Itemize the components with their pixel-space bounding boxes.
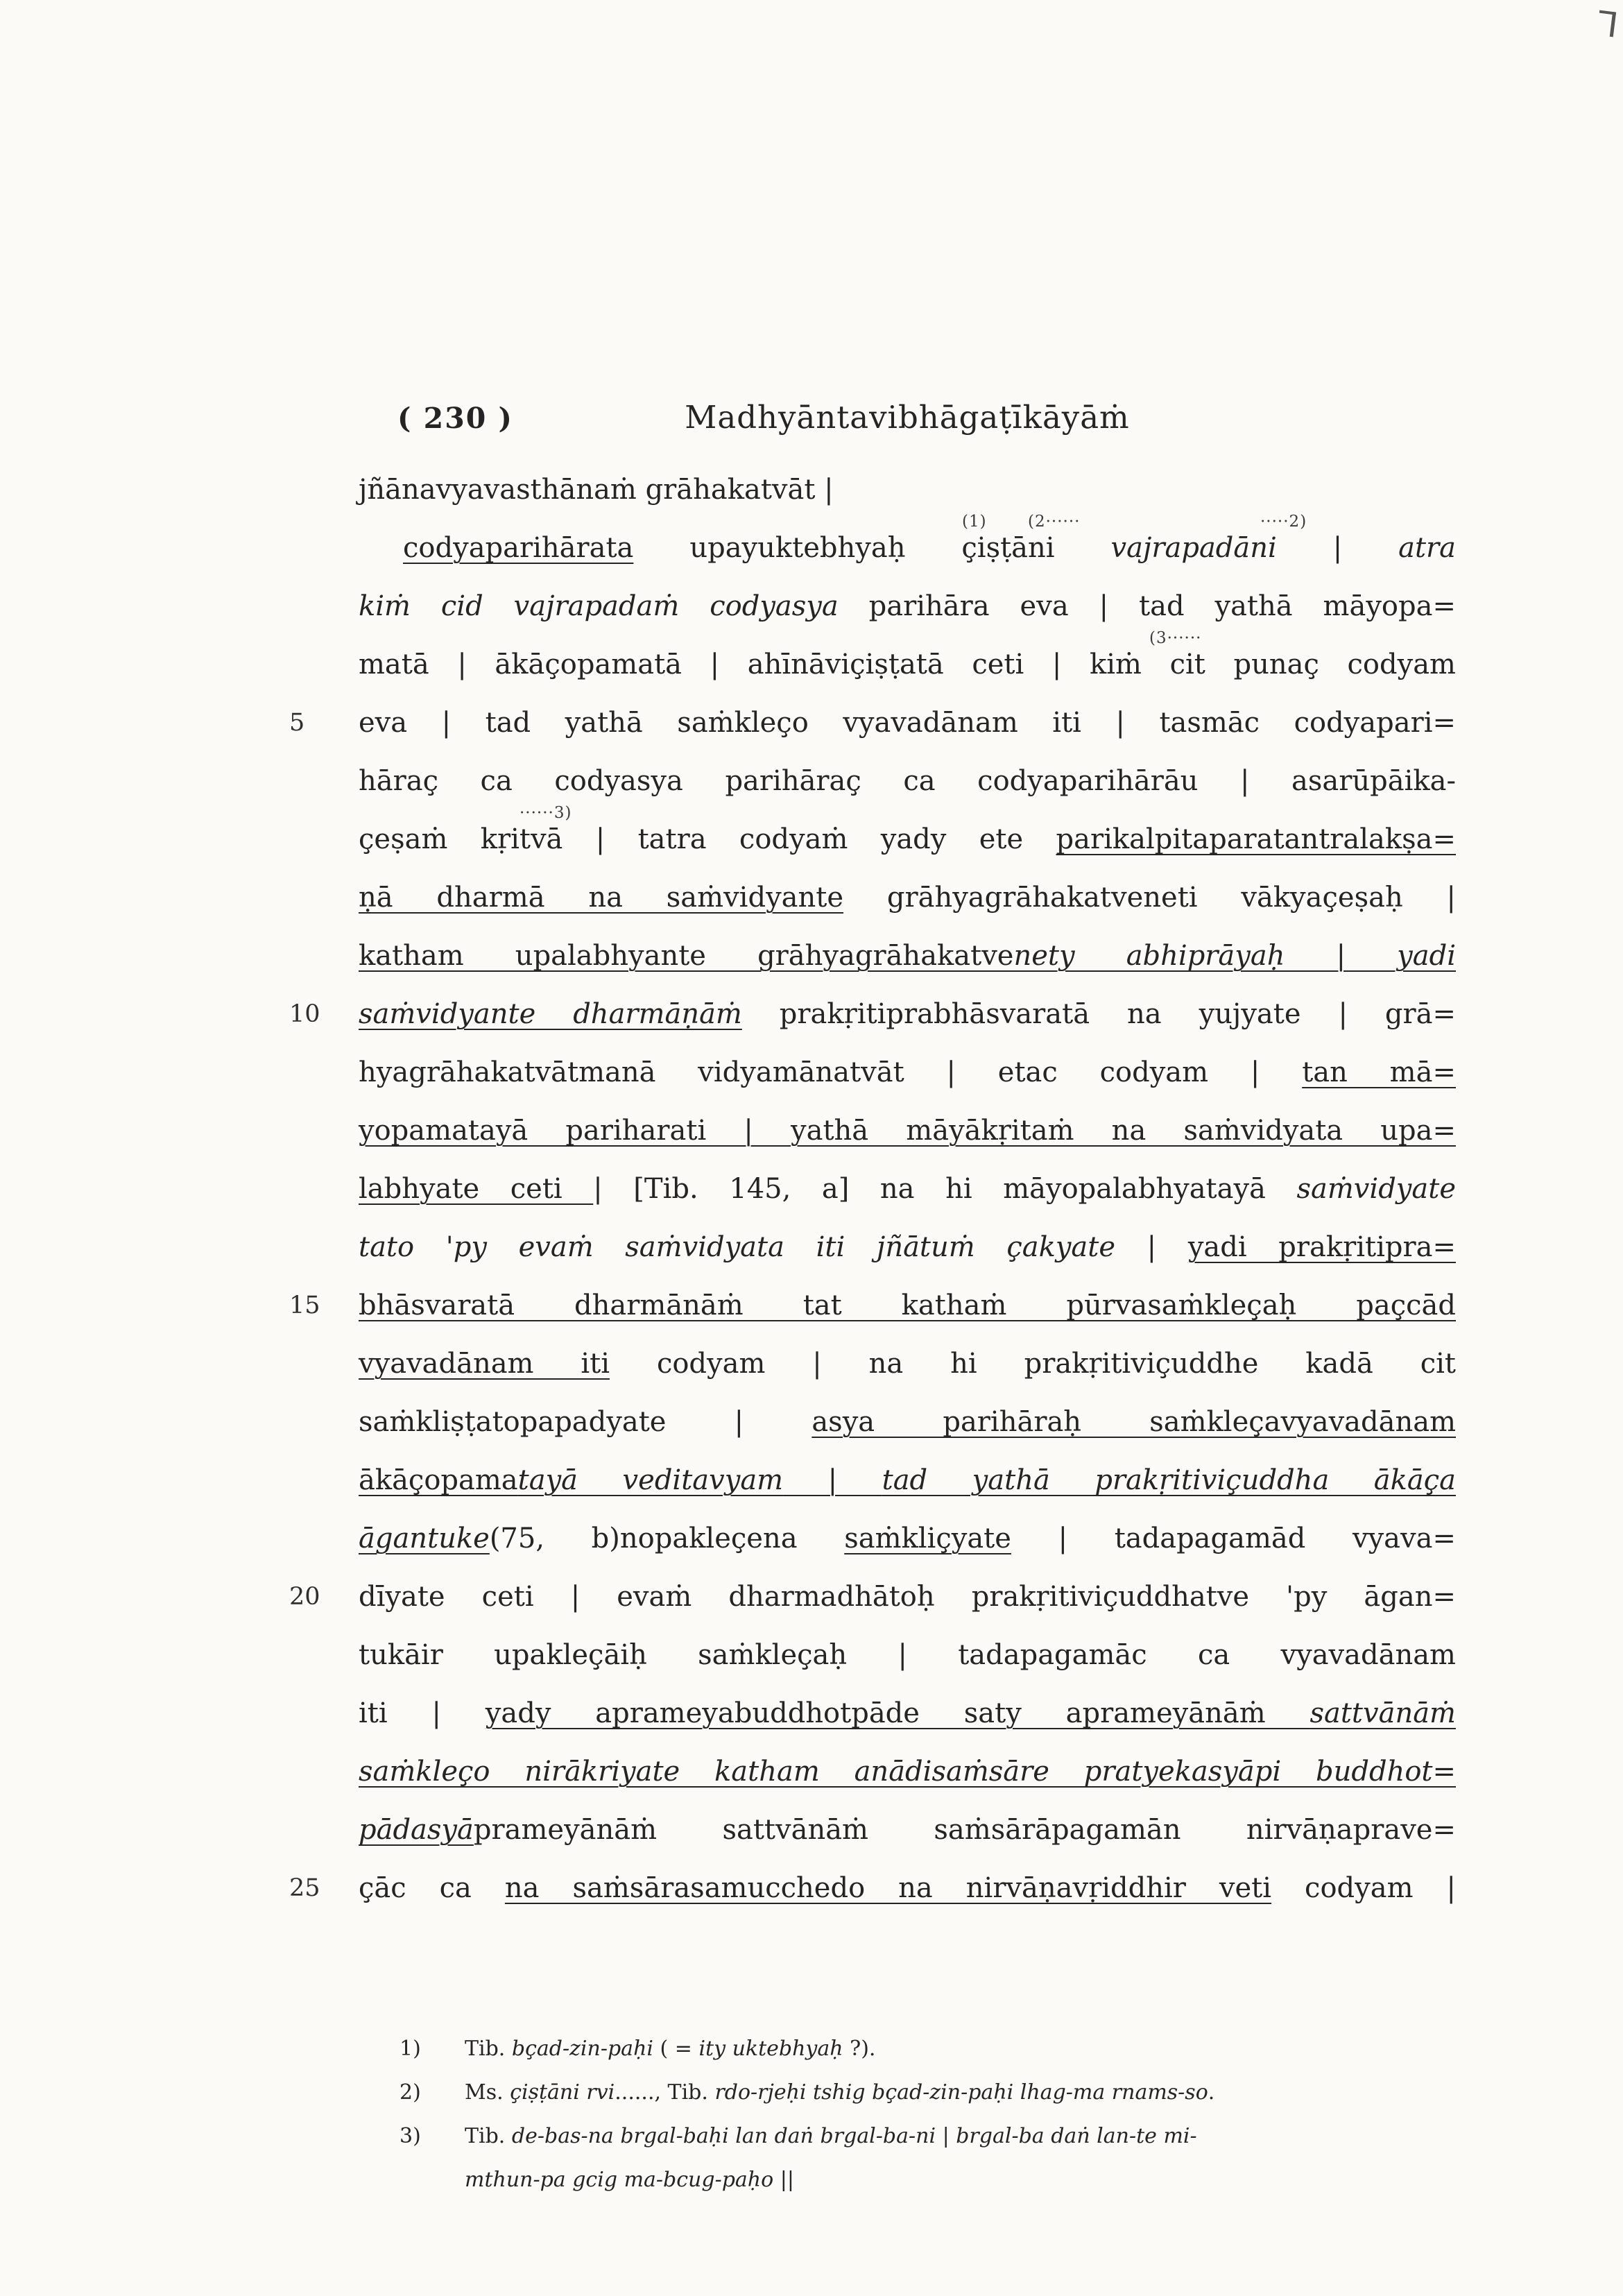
page-header [359, 399, 1456, 447]
text-segment: codyam | [1271, 1872, 1456, 1904]
text-segment: tukāir upakleçāiḥ saṁkleçaḥ | tadapagamāc ca vyavadānam [359, 1639, 1456, 1671]
text-segment: eva | tad yathā saṁkleço vyavadānam iti | tasmāc codyapari= [359, 707, 1456, 739]
text-segment: çeṣaṁ kṛitvā | tatra codyaṁ yady ete [359, 823, 1056, 855]
footnote-line [400, 2114, 1482, 2158]
margin-line-number: 20 [289, 1583, 320, 1611]
text-segment: sattvānāṁ [1309, 1697, 1456, 1729]
text-segment: saṁkleço nirākriyate katham anādisaṁsāre pratyekasyāpi buddhot= [359, 1756, 1456, 1788]
text-segment: mthun-pa gcig ma-bcug-paḥo [465, 2168, 774, 2192]
text-line [289, 985, 1456, 1043]
text-line [359, 1160, 1456, 1218]
margin-line-number: 25 [289, 1874, 320, 1902]
text-line [359, 1335, 1456, 1393]
text-segment: katham upalabhyante grāhyagrāhakatve [359, 940, 1014, 972]
text-segment: tayā veditavyam [517, 1464, 784, 1496]
text-segment: ṇā dharmā na saṁvidyante [359, 882, 844, 914]
body-text [289, 461, 1457, 1917]
margin-line-number: 5 [289, 709, 305, 737]
text-line [289, 1859, 1456, 1917]
footnote-line [400, 2071, 1482, 2114]
footnote-marker: ······3) [519, 804, 572, 822]
text-line [359, 1451, 1456, 1509]
footnote-marker: (3······ [1149, 629, 1202, 647]
text-line [359, 1742, 1456, 1801]
text-segment: bhāsvaratā dharmānāṁ tat kathaṁ pūrvasaṁkleçaḥ paçcād [359, 1290, 1456, 1321]
footnote-number: 1) [400, 2037, 421, 2061]
text-segment: çāc ca [359, 1872, 505, 1904]
text-segment: rdo-rjeḥi tshig bçad-zin-paḥi lhag-ma rnams-so [714, 2080, 1208, 2105]
text-segment: tad yathā prakṛitiviçuddha ākāça [882, 1464, 1456, 1496]
text-segment: prameyānāṁ sattvānāṁ saṁsārāpagamān nirvāṇaprave= [473, 1814, 1456, 1846]
margin-line-number: 10 [289, 1000, 320, 1028]
footnote-text [465, 2037, 875, 2061]
text-line [359, 1626, 1456, 1684]
text-segment: yadi prakṛitipra= [1187, 1231, 1456, 1263]
text-segment: || [773, 2168, 794, 2192]
footnote-number: 2) [400, 2080, 421, 2105]
text-segment: ity uktebhyaḥ [698, 2037, 843, 2061]
text-segment: iti | [359, 1697, 486, 1729]
text-line [359, 1218, 1456, 1276]
text-segment: vyavadānam iti [359, 1348, 610, 1380]
text-segment: kiṁ cid vajrapadaṁ codyasya [359, 590, 839, 622]
text-segment: | [1276, 532, 1399, 564]
text-segment: saṁkliṣṭatopapadyate | [359, 1406, 812, 1438]
text-line [359, 1801, 1456, 1859]
text-segment: matā | ākāçopamatā | ahīnāviçiṣṭatā ceti | kiṁ cit punaç codyam [359, 649, 1456, 680]
text-segment: | [1115, 1231, 1188, 1263]
text-segment: labhyate ceti [359, 1173, 594, 1205]
text-segment: upayuktebhyaḥ çiṣṭāni [633, 532, 1111, 564]
text-segment: ( = [653, 2037, 699, 2061]
footnote-marker: ·····2) [1260, 513, 1307, 531]
text-segment: | [Tib. 145, a] na hi māyopalabhyatayā [593, 1173, 1297, 1205]
text-segment: tato 'py evaṁ saṁvidyata iti jñātuṁ çakyate [359, 1231, 1116, 1263]
text-segment: pādasyā [359, 1814, 474, 1846]
text-line [359, 1684, 1456, 1742]
text-line [359, 1509, 1456, 1568]
text-segment: yopamatayā pariharati | yathā māyākṛitaṁ na saṁvidyata upa= [359, 1115, 1456, 1147]
text-segment: | [783, 1464, 882, 1496]
text-line [359, 927, 1456, 985]
text-line [359, 629, 1456, 694]
text-line [289, 1568, 1456, 1626]
text-segment: (75, b)nopakleçena [489, 1523, 845, 1554]
footnote-line [400, 2027, 1482, 2071]
text-segment: nety abhiprāyaḥ | yadi [1013, 940, 1457, 972]
scan-artifact-mark [1597, 10, 1616, 37]
text-line [359, 577, 1456, 635]
text-line [359, 461, 1456, 519]
text-segment: saṁvidyate [1296, 1173, 1456, 1205]
footnote-text [465, 2080, 1214, 2105]
text-segment: ?). [843, 2037, 876, 2061]
text-segment: Tib. [465, 2037, 512, 2061]
text-segment: . [1208, 2080, 1215, 2105]
footnote-text [465, 2124, 1197, 2148]
page-number: ( 230 ) [397, 402, 513, 435]
text-segment: asya parihāraḥ saṁkleçavyavadānam [812, 1406, 1456, 1438]
text-line [359, 804, 1456, 868]
text-segment: ......, Tib. [615, 2080, 715, 2105]
text-line [359, 868, 1456, 927]
footnote-number: 3) [400, 2124, 421, 2148]
footnote-text [465, 2168, 794, 2192]
text-segment: prakṛitiprabhāsvaratā na yujyate | grā= [741, 998, 1456, 1030]
text-segment: na saṁsārasamucchedo na nirvāṇavṛiddhir veti [504, 1872, 1272, 1904]
text-segment: codyam | na hi prakṛitiviçuddhe kadā cit [610, 1348, 1457, 1380]
text-segment: de-bas-na brgal-baḥi lan daṅ brgal-ba-ni | brgal-ba daṅ lan-te mi- [511, 2124, 1197, 2148]
text-line [359, 513, 1457, 577]
footnote-marker: (1) [962, 513, 987, 531]
text-segment: dīyate ceti | evaṁ dharmadhātoḥ prakṛitiviçuddhatve 'py āgan= [359, 1581, 1456, 1613]
text-line [359, 752, 1456, 810]
text-segment: āgantuke [359, 1523, 490, 1554]
footnotes-section [400, 2027, 1482, 2202]
text-segment: grāhyagrāhakatveneti vākyaçeṣaḥ | [843, 882, 1457, 914]
text-line [289, 1276, 1456, 1335]
text-segment: hyagrāhakatvātmanā vidyamānatvāt | etac codyam | [359, 1056, 1303, 1088]
text-segment: bçad-zin-paḥi [511, 2037, 653, 2061]
footnote-line [400, 2158, 1482, 2202]
text-segment: parihāra eva | tad yathā māyopa= [838, 590, 1456, 622]
text-segment: tan mā= [1302, 1056, 1456, 1088]
text-segment: codyaparihārata [403, 532, 634, 564]
text-segment: ākāçopama [359, 1464, 518, 1496]
text-segment: yady aprameyabuddhotpāde saty aprameyānāṁ [485, 1697, 1310, 1729]
text-segment: Tib. [465, 2124, 512, 2148]
text-segment: parikalpitaparatantralakṣa= [1056, 823, 1456, 855]
text-segment: | tadapagamād vyava= [1011, 1523, 1456, 1554]
text-segment: jñānavyavasthānaṁ grāhakatvāt | [359, 474, 834, 506]
page-title: Madhyāntavibhāgaṭīkāyāṁ [685, 399, 1130, 436]
text-segment: saṁvidyante dharmāṇāṁ [359, 998, 742, 1030]
text-line [289, 694, 1456, 752]
text-segment: çiṣṭāni rvi [510, 2080, 615, 2105]
text-segment: saṁkliçyate [844, 1523, 1011, 1554]
text-segment: atra [1398, 532, 1457, 564]
text-segment: Ms. [465, 2080, 510, 2105]
text-line [359, 1043, 1456, 1102]
text-line [359, 1393, 1456, 1451]
margin-line-number: 15 [289, 1292, 320, 1319]
text-segment: vajrapadāni [1110, 532, 1277, 564]
text-line [359, 1102, 1456, 1160]
text-segment: hāraç ca codyasya parihāraç ca codyaparihārāu | asarūpāika- [359, 765, 1456, 797]
footnote-marker: (2······ [1028, 513, 1081, 531]
